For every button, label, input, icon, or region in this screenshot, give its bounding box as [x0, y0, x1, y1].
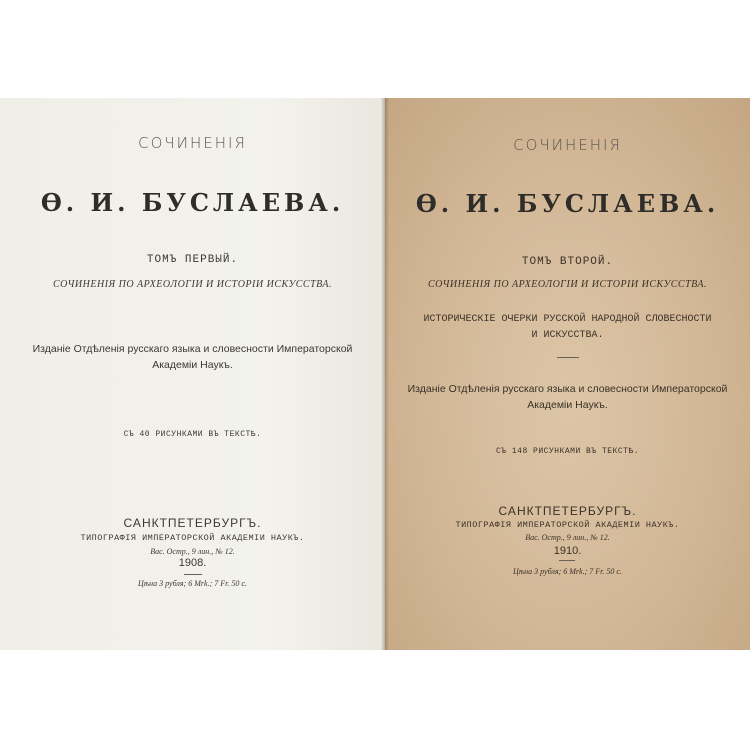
volume-label: ТОМЪ ВТОРОЙ.	[521, 256, 614, 268]
subject-line: СОЧИНЕНІЯ ПО АРХЕОЛОГІИ И ИСТОРІИ ИСКУССТВА.	[428, 279, 707, 290]
divider	[557, 357, 579, 358]
author-name: Ѳ. И. БУСЛАЕВА.	[415, 189, 720, 218]
volume-label: ТОМЪ ПЕРВЫЙ.	[146, 254, 239, 266]
imprint-city: САНКТПЕТЕРБУРГЪ.	[498, 504, 637, 518]
edition-line-2: Академіи Наукъ.	[152, 359, 233, 371]
left-title-page	[0, 98, 385, 650]
illustrations-note: СЪ 40 РИСУНКАМИ ВЪ ТЕКСТѢ.	[123, 430, 262, 439]
imprint-city: САНКТПЕТЕРБУРГЪ.	[123, 516, 262, 530]
series-title: СОЧИНЕНІЯ	[513, 136, 622, 154]
illustrations-note: СЪ 148 РИСУНКАМИ ВЪ ТЕКСТѢ.	[495, 447, 640, 456]
price-line: Цѣна 3 рубля; 6 Mrk.; 7 Fr. 50 c.	[513, 567, 622, 576]
imprint-press: ТИПОГРАФІЯ ИМПЕРАТОРСКОЙ АКАДЕМІИ НАУКЪ.	[80, 533, 305, 543]
essays-line-1: ИСТОРИЧЕСКІЕ ОЧЕРКИ РУССКОЙ НАРОДНОЙ СЛОВЕСНОСТИ	[423, 314, 712, 325]
divider	[184, 574, 202, 575]
imprint-address: Вас. Остр., 9 лин., № 12.	[150, 547, 235, 556]
edition-line-1: Изданіе Отдѣленія русскаго языка и словесности Императорской	[32, 343, 353, 355]
imprint-address: Вас. Остр., 9 лин., № 12.	[525, 533, 610, 542]
author-name: Ѳ. И. БУСЛАЕВА.	[40, 188, 345, 217]
subject-line: СОЧИНЕНІЯ ПО АРХЕОЛОГІИ И ИСТОРІИ ИСКУССТВА.	[53, 279, 332, 290]
series-title: СОЧИНЕНІЯ	[138, 134, 247, 152]
right-title-page	[385, 98, 750, 650]
divider	[559, 560, 575, 561]
edition-line-1: Изданіе Отдѣленія русскаго языка и словесности Императорской	[407, 383, 728, 395]
book-gutter	[381, 98, 389, 650]
edition-line-2: Академіи Наукъ.	[527, 399, 608, 411]
price-line: Цѣна 3 рубля; 6 Mrk.; 7 Fr. 50 c.	[138, 579, 247, 588]
essays-line-2: И ИСКУССТВА.	[531, 330, 604, 341]
imprint-press: ТИПОГРАФІЯ ИМПЕРАТОРСКОЙ АКАДЕМІИ НАУКЪ.	[455, 520, 680, 530]
imprint-year: 1910.	[553, 545, 582, 557]
imprint-year: 1908.	[178, 557, 207, 569]
